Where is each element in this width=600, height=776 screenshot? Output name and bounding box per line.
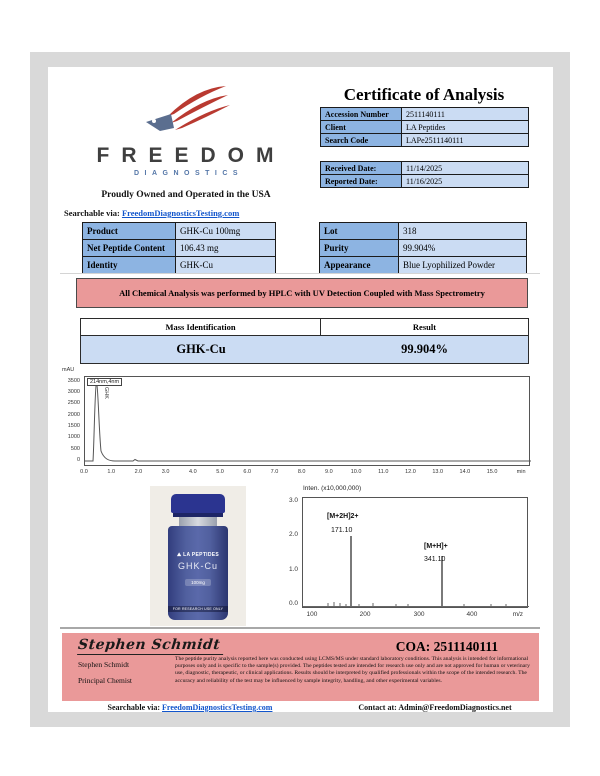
page-title: Certificate of Analysis [343,85,505,104]
x-tick-label: 6.0 [243,469,252,475]
x-tick-label: 1.0 [107,469,116,475]
table-cell-label: Client [321,121,401,133]
table-cell-value: 2511140111 [402,108,528,120]
dates-table [320,161,529,188]
ms-peak2-label: [M+H]+ [424,543,448,550]
ms-y-axis-title: Inten. (x10,000,000) [303,485,362,492]
section-divider [60,627,540,629]
y-tick-label: 3.0 [288,497,298,504]
x-axis-title: min [516,469,526,475]
brand-name: FREEDOM [96,144,286,167]
chromatogram-trace [85,377,531,467]
disclaimer-text: The peptide purity analysis reported here was conducted using LCMS/MS under standard laboratory conditions. This analysis is intended for informational purposes only and is specific to the sample(s) provided. The peptides tested are intended for research use only and are not approved for human or veterinary use, diagnostic, therapeutic, or clinical applications. Results should be interpreted by qualified professionals within the scope of the intended research. The accuracy and reliability of the test may be influenced by sample integrity, handling, and other experimental variables. [175,656,530,684]
chromatogram-y-axis [56,376,82,466]
x-tick-label: 15.0 [486,469,498,475]
vial-body [168,526,228,620]
table-cell-value: 11/14/2025 [402,162,528,174]
searchable-line [64,208,344,218]
searchable-link[interactable]: FreedomDiagnosticsTesting.com [121,208,240,218]
x-tick-label: 200 [359,611,371,618]
mass-id-table [80,318,529,364]
y-tick-label: 0.0 [288,600,298,607]
chromatogram-y-axis-title: mAU [62,367,75,373]
x-tick-label: 12.0 [405,469,416,475]
footer-contact: Contact at: Admin@FreedomDiagnostics.net [358,703,512,712]
y-tick-label: 1.0 [288,566,298,573]
x-tick-label: 11.0 [378,469,389,475]
table-cell-value: LAPe2511140111 [402,134,528,146]
table-cell-value: LA Peptides [402,121,528,133]
table-cell-value: 318 [399,223,526,239]
table-cell-label: Reported Date: [321,175,401,187]
x-tick-label: 10.0 [350,469,362,475]
x-tick-label: 300 [413,611,425,618]
table-cell-value: 106.43 mg [176,240,275,256]
x-tick-label: 14.0 [459,469,471,475]
vial-cap [171,494,225,513]
table-cell-label: Lot [320,223,398,239]
y-tick-label: 2.0 [288,531,298,538]
footer-searchable-prefix: Searchable via: [107,703,161,712]
ms-peak1-mz: 171.10 [331,527,353,534]
vial-amount-label: 100mg [185,579,211,586]
signature-script: Stephen Schmidt [77,637,225,655]
table-cell-value: GHK-Cu [176,257,275,273]
vial-neck [179,517,217,526]
mass-table-value: 99.904% [321,336,528,363]
ms-y-axis [280,497,300,608]
vial-brand-label: ⛰ LA PEPTIDES [176,552,220,558]
signature-block [62,633,539,701]
table-cell-value: Blue Lyophilized Powder [399,257,526,273]
mass-table-header: Mass Identification [81,319,321,336]
y-tick-label: 1000 [67,434,80,440]
table-cell-label: Accession Number [321,108,401,120]
x-tick-label: 13.0 [432,469,444,475]
ms-x-axis [302,611,528,619]
mass-table-value: GHK-Cu [81,336,321,363]
chemist-role: Principal Chemist [78,676,132,685]
x-tick-label: 2.0 [134,469,143,475]
x-tick-label: 4.0 [188,469,197,475]
x-axis-title: m/z [512,611,524,618]
table-cell-value: GHK-Cu 100mg [176,223,275,239]
table-cell-label: Search Code [321,134,401,146]
eagle-logo-icon [138,84,232,140]
ms-peak1-label: [M+2H]2+ [327,513,359,520]
x-tick-label: 8.0 [297,469,306,475]
table-cell-label: Identity [83,257,175,273]
table-cell-label: Product [83,223,175,239]
chromatogram-plot [84,376,530,466]
searchable-prefix: Searchable via: [64,208,120,218]
y-tick-label: 500 [70,446,80,452]
y-tick-label: 3000 [67,389,80,395]
method-banner: All Chemical Analysis was performed by HPLC with UV Detection Coupled with Mass Spectrometry [76,278,528,308]
peak-annotation: GHK [103,387,109,399]
y-tick-label: 0 [76,457,80,463]
accession-table [320,107,529,147]
y-tick-label: 2500 [67,400,80,406]
product-table [82,222,276,274]
y-tick-label: 2000 [67,412,80,418]
mass-table-header: Result [321,319,528,336]
x-tick-label: 100 [306,611,318,618]
x-tick-label: 7.0 [270,469,279,475]
vial-note-label: FOR RESEARCH USE ONLY [168,606,228,612]
x-tick-label: 9.0 [325,469,333,475]
vial-product-label: GHK-Cu [177,561,218,571]
x-tick-label: 5.0 [216,469,224,475]
table-cell-value: 11/16/2025 [402,175,528,187]
y-tick-label: 1500 [67,423,80,429]
coa-number: COA: 2511140111 [395,639,499,654]
chemist-name: Stephen Schmidt [78,660,130,669]
table-cell-label: Purity [320,240,398,256]
x-tick-label: 0.0 [80,469,88,475]
brand-tagline: Proudly Owned and Operated in the USA [101,190,271,200]
vial-photo [150,486,246,626]
chromatogram-x-axis [80,469,530,477]
ms-peak2-mz: 341.10 [424,556,446,563]
x-tick-label: 3.0 [161,469,170,475]
quality-table [319,222,527,274]
footer-searchable-link[interactable]: FreedomDiagnosticsTesting.com [162,703,273,712]
table-cell-label: Appearance [320,257,398,273]
y-tick-label: 3500 [67,378,80,384]
table-cell-label: Received Date: [321,162,401,174]
footer-searchable [80,703,300,712]
section-divider [60,273,540,274]
detector-annotation: 214nm,4nm [87,378,122,386]
table-cell-label: Net Peptide Content [83,240,175,256]
table-cell-value: 99.904% [399,240,526,256]
signature [78,636,224,655]
x-tick-label: 400 [466,611,478,618]
brand-subtitle: DIAGNOSTICS [133,170,244,177]
